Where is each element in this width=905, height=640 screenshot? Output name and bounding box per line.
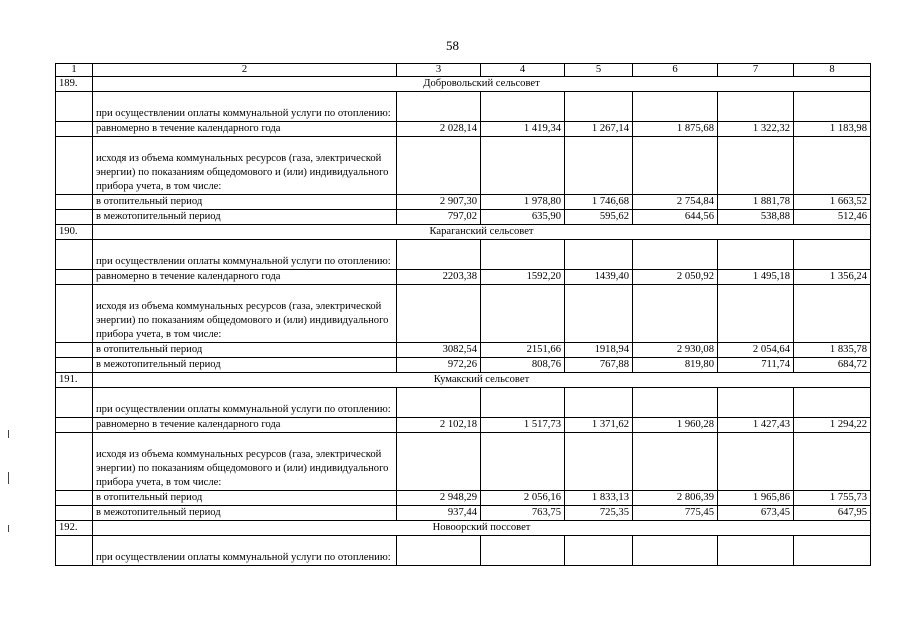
empty-cell [481,536,565,566]
row-label: равномерно в течение календарного года [93,418,397,433]
empty-cell [481,285,565,343]
header-cell: 5 [565,64,633,77]
empty-cell [481,388,565,418]
row-label: в отопительный период [93,195,397,210]
value-cell: 2 102,18 [397,418,481,433]
section-row [56,77,871,92]
index-cell [56,491,93,506]
page-number: 58 [446,38,459,53]
empty-cell [718,92,794,122]
meter-note-text: исходя из объема коммунальных ресурсов (газа, электрической энергии) по показаниям общедомового и (или) индивидуального прибора учета, в том числе: [93,137,397,195]
value-cell: 711,74 [718,358,794,373]
value-cell: 1 960,28 [633,418,718,433]
value-cell: 2203,38 [397,270,481,285]
value-cell: 1 419,34 [481,122,565,137]
row-label: в отопительный период [93,343,397,358]
uniform-row [56,122,871,137]
value-cell: 1918,94 [565,343,633,358]
header-cell: 4 [481,64,565,77]
empty-cell [718,285,794,343]
value-cell: 1 517,73 [481,418,565,433]
intro-row [56,388,871,418]
empty-cell [718,240,794,270]
value-cell: 3082,54 [397,343,481,358]
empty-cell [481,137,565,195]
header-cell: 2 [93,64,397,77]
index-cell [56,285,93,343]
section-index: 192. [56,521,93,536]
index-cell [56,358,93,373]
value-cell: 1 875,68 [633,122,718,137]
empty-cell [565,388,633,418]
index-cell [56,122,93,137]
empty-cell [481,92,565,122]
value-cell: 1 833,13 [565,491,633,506]
intro-row [56,92,871,122]
value-cell: 2 054,64 [718,343,794,358]
value-cell: 1 881,78 [718,195,794,210]
empty-cell [481,240,565,270]
value-cell: 2 948,29 [397,491,481,506]
empty-cell [397,388,481,418]
value-cell: 1 294,22 [794,418,871,433]
empty-cell [633,388,718,418]
value-cell: 1 371,62 [565,418,633,433]
empty-cell [565,536,633,566]
tariff-table-body [56,64,871,566]
empty-cell [397,433,481,491]
value-cell: 797,02 [397,210,481,225]
empty-cell [633,433,718,491]
meter-note-row [56,285,871,343]
header-cell: 8 [794,64,871,77]
empty-cell [565,137,633,195]
value-cell: 2 930,08 [633,343,718,358]
value-cell: 1 746,68 [565,195,633,210]
empty-cell [794,433,871,491]
value-cell: 2 754,84 [633,195,718,210]
section-index: 191. [56,373,93,388]
empty-cell [397,92,481,122]
empty-cell [397,137,481,195]
empty-cell [397,536,481,566]
empty-cell [565,285,633,343]
section-name: Добровольский сельсовет [93,77,871,92]
value-cell: 635,90 [481,210,565,225]
row-label: в межотопительный период [93,210,397,225]
value-cell: 2151,66 [481,343,565,358]
header-row [56,64,871,77]
value-cell: 725,35 [565,506,633,521]
value-cell: 763,75 [481,506,565,521]
uniform-row [56,270,871,285]
scan-edge-mark [8,430,9,438]
value-cell: 1 835,78 [794,343,871,358]
value-cell: 1 495,18 [718,270,794,285]
intro-row [56,536,871,566]
value-cell: 1 322,32 [718,122,794,137]
off-season-row [56,210,871,225]
intro-row [56,240,871,270]
index-cell [56,433,93,491]
meter-note-text: исходя из объема коммунальных ресурсов (газа, электрической энергии) по показаниям общедомового и (или) индивидуального прибора учета, в том числе: [93,285,397,343]
section-name: Караганский сельсовет [93,225,871,240]
value-cell: 538,88 [718,210,794,225]
meter-note-row [56,433,871,491]
meter-note-row [56,137,871,195]
index-cell [56,240,93,270]
intro-text: при осуществлении оплаты коммунальной услуги по отоплению: [93,388,397,418]
value-cell: 937,44 [397,506,481,521]
scan-edge-mark [8,525,9,532]
empty-cell [718,433,794,491]
section-row [56,373,871,388]
value-cell: 767,88 [565,358,633,373]
empty-cell [397,240,481,270]
intro-text: при осуществлении оплаты коммунальной услуги по отоплению: [93,240,397,270]
index-cell [56,210,93,225]
value-cell: 673,45 [718,506,794,521]
index-cell [56,506,93,521]
scan-edge-mark [8,472,9,484]
value-cell: 512,46 [794,210,871,225]
row-label: равномерно в течение календарного года [93,270,397,285]
value-cell: 1 427,43 [718,418,794,433]
value-cell: 684,72 [794,358,871,373]
value-cell: 1592,20 [481,270,565,285]
intro-text: при осуществлении оплаты коммунальной услуги по отоплению: [93,92,397,122]
empty-cell [481,433,565,491]
value-cell: 2 050,92 [633,270,718,285]
value-cell: 2 806,39 [633,491,718,506]
value-cell: 2 056,16 [481,491,565,506]
index-cell [56,343,93,358]
section-row [56,521,871,536]
empty-cell [794,137,871,195]
value-cell: 2 907,30 [397,195,481,210]
empty-cell [633,536,718,566]
value-cell: 775,45 [633,506,718,521]
value-cell: 595,62 [565,210,633,225]
header-cell: 1 [56,64,93,77]
index-cell [56,418,93,433]
index-cell [56,388,93,418]
row-label: равномерно в течение календарного года [93,122,397,137]
value-cell: 1 183,98 [794,122,871,137]
value-cell: 1 663,52 [794,195,871,210]
section-index: 190. [56,225,93,240]
uniform-row [56,418,871,433]
value-cell: 1 978,80 [481,195,565,210]
section-index: 189. [56,77,93,92]
empty-cell [794,240,871,270]
value-cell: 1 267,14 [565,122,633,137]
value-cell: 1 965,86 [718,491,794,506]
empty-cell [397,285,481,343]
header-cell: 3 [397,64,481,77]
empty-cell [718,388,794,418]
empty-cell [633,137,718,195]
empty-cell [565,92,633,122]
empty-cell [794,388,871,418]
row-label: в межотопительный период [93,506,397,521]
index-cell [56,195,93,210]
index-cell [56,536,93,566]
empty-cell [794,536,871,566]
row-label: в отопительный период [93,491,397,506]
empty-cell [633,285,718,343]
heating-row [56,195,871,210]
row-label: в межотопительный период [93,358,397,373]
heating-row [56,491,871,506]
empty-cell [633,92,718,122]
empty-cell [565,433,633,491]
value-cell: 1439,40 [565,270,633,285]
index-cell [56,270,93,285]
section-row [56,225,871,240]
empty-cell [794,285,871,343]
header-cell: 7 [718,64,794,77]
value-cell: 808,76 [481,358,565,373]
value-cell: 647,95 [794,506,871,521]
tariff-table [55,63,871,566]
value-cell: 1 356,24 [794,270,871,285]
index-cell [56,137,93,195]
heating-row [56,343,871,358]
off-season-row [56,506,871,521]
section-name: Новоорский поссовет [93,521,871,536]
value-cell: 819,80 [633,358,718,373]
empty-cell [718,536,794,566]
empty-cell [633,240,718,270]
meter-note-text: исходя из объема коммунальных ресурсов (газа, электрической энергии) по показаниям общедомового и (или) индивидуального прибора учета, в том числе: [93,433,397,491]
value-cell: 1 755,73 [794,491,871,506]
intro-text: при осуществлении оплаты коммунальной услуги по отоплению: [93,536,397,566]
value-cell: 972,26 [397,358,481,373]
off-season-row [56,358,871,373]
empty-cell [794,92,871,122]
section-name: Кумакский сельсовет [93,373,871,388]
empty-cell [565,240,633,270]
empty-cell [718,137,794,195]
header-cell: 6 [633,64,718,77]
value-cell: 644,56 [633,210,718,225]
index-cell [56,92,93,122]
value-cell: 2 028,14 [397,122,481,137]
